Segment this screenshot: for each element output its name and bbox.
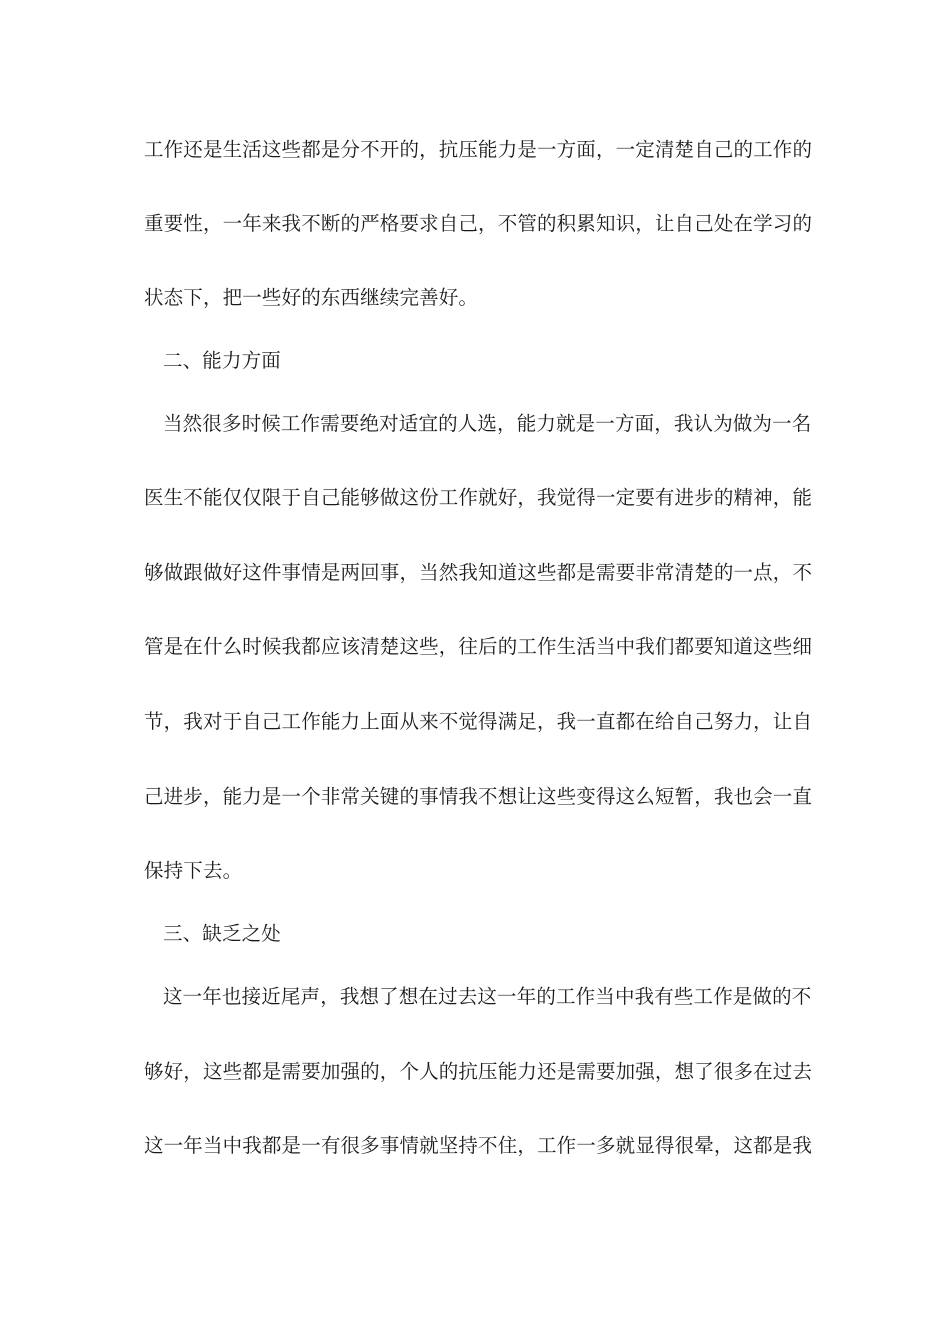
paragraph-line: 够好，这些都是需要加强的，个人的抗压能力还是需要加强，想了很多在过去 xyxy=(144,1060,813,1083)
paragraph-line: 这一年也接近尾声，我想了想在过去这一年的工作当中我有些工作是做的不 xyxy=(163,985,812,1008)
paragraph-line: 医生不能仅仅限于自己能够做这份工作就好，我觉得一定要有进步的精神，能 xyxy=(144,486,813,509)
paragraph-line: 保持下去。 xyxy=(144,859,243,882)
section-heading-ability: 二、能力方面 xyxy=(163,349,281,372)
paragraph-line: 工作还是生活这些都是分不开的，抗压能力是一方面，一定清楚自己的工作的 xyxy=(144,138,813,161)
section-heading-shortcomings: 三、缺乏之处 xyxy=(163,922,281,945)
paragraph-line: 节，我对于自己工作能力上面从来不觉得满足，我一直都在给自己努力，让自 xyxy=(144,710,813,733)
paragraph-line: 这一年当中我都是一有很多事情就坚持不住，工作一多就显得很晕，这都是我 xyxy=(144,1134,813,1157)
paragraph-line: 状态下，把一些好的东西继续完善好。 xyxy=(144,286,479,309)
paragraph-line: 当然很多时候工作需要绝对适宜的人选，能力就是一方面，我认为做为一名 xyxy=(163,412,812,435)
paragraph-line: 管是在什么时候我都应该清楚这些，往后的工作生活当中我们都要知道这些细 xyxy=(144,635,813,658)
paragraph-line: 己进步，能力是一个非常关键的事情我不想让这些变得这么短暂，我也会一直 xyxy=(144,785,813,808)
paragraph-line: 够做跟做好这件事情是两回事，当然我知道这些都是需要非常清楚的一点，不 xyxy=(144,561,813,584)
paragraph-line: 重要性，一年来我不断的严格要求自己，不管的积累知识，让自己处在学习的 xyxy=(144,212,813,235)
